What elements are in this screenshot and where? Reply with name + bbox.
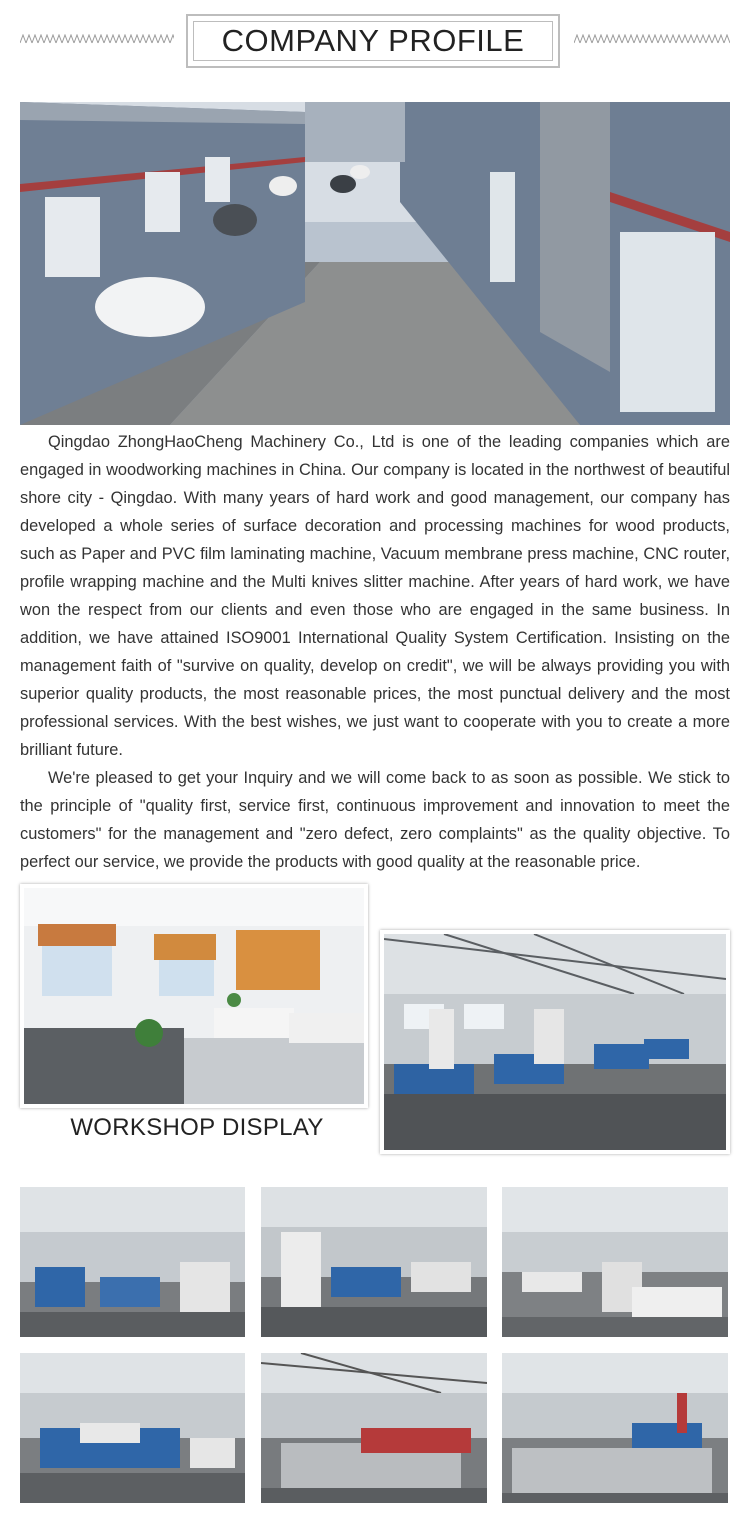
workshop-photo-6 (502, 1353, 728, 1503)
workshop-photo-1 (20, 1187, 245, 1337)
workshop-photo (384, 934, 726, 1150)
office-photo (24, 888, 364, 1104)
workshop-photo-4 (20, 1353, 245, 1503)
workshop-photo-5 (261, 1353, 487, 1503)
title-frame (186, 14, 560, 68)
profile-paragraph-2: We're pleased to get your Inquiry and we will come back to as soon as possible. We stick to the principle of "quality first, service first, continuous improvement and innovation to meet the customers" for the management and "zero defect, zero complaints" as the quality objective. To perfect our service, we provide the products with good quality at the reasonable price. (20, 769, 730, 871)
zigzag-divider-right (574, 34, 730, 44)
zigzag-divider-left (20, 34, 174, 44)
workshop-display-caption: WORKSHOP DISPLAY (70, 1114, 324, 1141)
office-photo-frame (20, 884, 368, 1108)
page-title: COMPANY PROFILE (221, 23, 525, 58)
workshop-photo-3 (502, 1187, 728, 1337)
section-header (0, 0, 750, 80)
workshop-photo-frame (380, 930, 730, 1154)
company-profile-text (20, 428, 730, 876)
factory-exterior-photo (20, 102, 730, 425)
workshop-photo-2 (261, 1187, 487, 1337)
profile-paragraph-1: Qingdao ZhongHaoCheng Machinery Co., Ltd is one of the leading companies which are engaged in woodworking machines in China. Our company is located in the northwest of beautiful shore city - Qingdao. With many years of hard work and good management, our company has developed a whole series of surface decoration and processing machines for wood products, such as Paper and PVC film laminating machine, Vacuum membrane press machine, CNC router, profile wrapping machine and the Multi knives slitter machine. After years of hard work, we have won the respect from our clients and even those who are engaged in the same business. In addition, we have attained ISO9001 International Quality System Certification. Insisting on the management faith of "survive on quality, develop on credit", we will be always providing you with superior quality products, the most reasonable prices, the most punctual delivery and the most professional services. With the best wishes, we just want to cooperate with you to create a more brilliant future. (20, 433, 730, 759)
